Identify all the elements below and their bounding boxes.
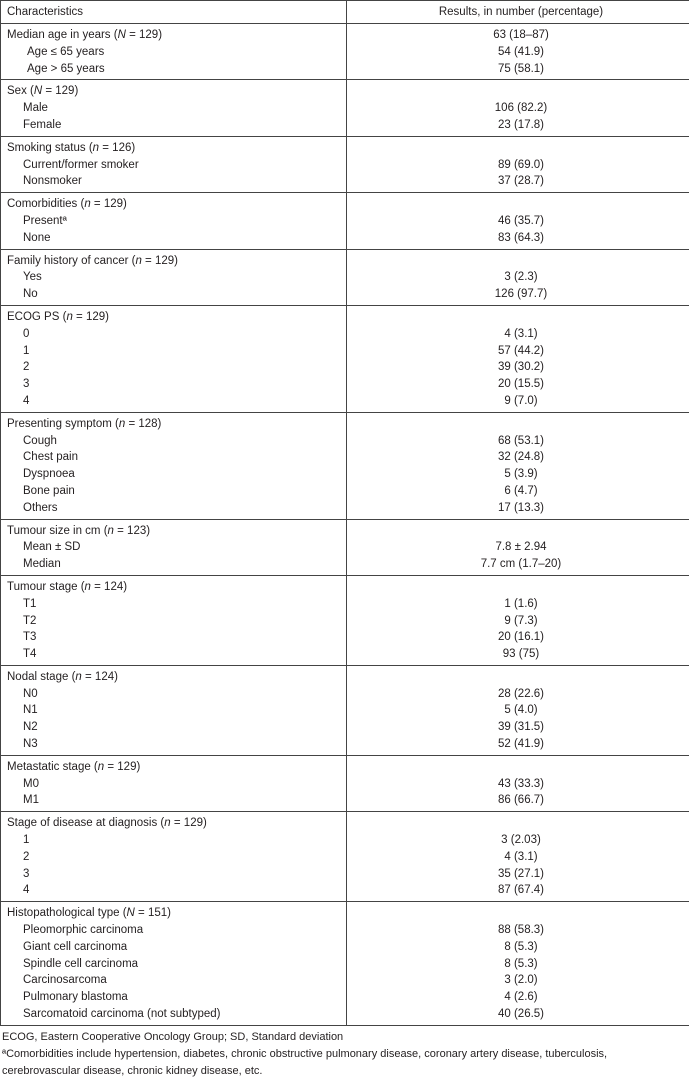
group-header-row — [1, 80, 689, 100]
group-label-text: Tumour stage ( — [7, 581, 85, 593]
table-group — [1, 519, 689, 575]
group-label-count: = 129) — [126, 29, 162, 41]
table-row — [1, 449, 689, 466]
group-label-text: Comorbidities ( — [7, 198, 84, 210]
table-group — [1, 305, 689, 412]
group-header-row — [1, 136, 689, 156]
row-value: 32 (24.8) — [347, 449, 689, 466]
header-row — [1, 1, 689, 24]
row-value: 46 (35.7) — [347, 213, 689, 230]
group-label-count: = 129) — [104, 761, 140, 773]
table-group — [1, 575, 689, 665]
group-label-n: n — [75, 671, 81, 683]
group-label-n: n — [84, 198, 90, 210]
table-group — [1, 755, 689, 811]
row-label: Age ≤ 65 years — [1, 44, 347, 61]
table-row — [1, 922, 689, 939]
row-label: Pulmonary blastoma — [1, 989, 347, 1006]
row-value: 43 (33.3) — [347, 776, 689, 793]
group-label — [1, 812, 347, 832]
footnote-abbreviations: ECOG, Eastern Cooperative Oncology Group; SD, Standard deviation — [2, 1029, 687, 1046]
table-row — [1, 483, 689, 500]
row-label: Pleomorphic carcinoma — [1, 922, 347, 939]
group-label — [1, 575, 347, 595]
group-value — [347, 80, 689, 100]
group-value — [347, 136, 689, 156]
group-header-row — [1, 249, 689, 269]
group-value — [347, 305, 689, 325]
group-label — [1, 136, 347, 156]
row-value: 4 (3.1) — [347, 849, 689, 866]
table-group — [1, 665, 689, 755]
group-label-n: N — [127, 907, 135, 919]
group-label — [1, 412, 347, 432]
row-value: 4 (2.6) — [347, 989, 689, 1006]
row-value: 4 (3.1) — [347, 326, 689, 343]
table-row — [1, 173, 689, 192]
row-value: 9 (7.0) — [347, 393, 689, 412]
row-value: 8 (5.3) — [347, 956, 689, 973]
row-label: Giant cell carcinoma — [1, 939, 347, 956]
group-value: 63 (18–87) — [347, 24, 689, 44]
table-row — [1, 736, 689, 755]
group-label-text: Smoking status ( — [7, 142, 93, 154]
row-label: M0 — [1, 776, 347, 793]
group-label-count: = 124) — [82, 671, 118, 683]
group-label-n: n — [108, 525, 114, 537]
row-value: 106 (82.2) — [347, 100, 689, 117]
row-value: 3 (2.3) — [347, 269, 689, 286]
row-label: 0 — [1, 326, 347, 343]
row-label: Bone pain — [1, 483, 347, 500]
table-row — [1, 157, 689, 174]
group-header-row — [1, 412, 689, 432]
row-label: Current/former smoker — [1, 157, 347, 174]
table-row — [1, 989, 689, 1006]
row-label: Median — [1, 556, 347, 575]
row-label: 1 — [1, 832, 347, 849]
row-label: Yes — [1, 269, 347, 286]
row-label: T4 — [1, 646, 347, 665]
row-label: 1 — [1, 343, 347, 360]
table-row — [1, 686, 689, 703]
table-row — [1, 100, 689, 117]
table-row — [1, 1006, 689, 1025]
group-header-row — [1, 193, 689, 213]
row-label: T1 — [1, 596, 347, 613]
group-label-n: n — [85, 581, 91, 593]
table-row — [1, 117, 689, 136]
table-group — [1, 902, 689, 1026]
group-label-count: = 129) — [142, 255, 178, 267]
table-row — [1, 326, 689, 343]
table-footnotes — [0, 1026, 689, 1080]
group-label-text: Family history of cancer ( — [7, 255, 135, 267]
row-value: 89 (69.0) — [347, 157, 689, 174]
row-label: N1 — [1, 702, 347, 719]
group-value — [347, 575, 689, 595]
table-row — [1, 61, 689, 80]
group-header-row — [1, 305, 689, 325]
footnote-comorbidities-line1: ªComorbidities include hypertension, diabetes, chronic obstructive pulmonary disease, coronary artery disease, tuberculosis, — [2, 1046, 687, 1063]
row-label: Presentª — [1, 213, 347, 230]
row-value: 68 (53.1) — [347, 433, 689, 450]
table-row — [1, 972, 689, 989]
group-header-row — [1, 812, 689, 832]
row-label: T2 — [1, 613, 347, 630]
group-label-n: N — [34, 85, 42, 97]
row-label: Carcinosarcoma — [1, 972, 347, 989]
group-label — [1, 305, 347, 325]
table-group — [1, 249, 689, 305]
row-label: 3 — [1, 866, 347, 883]
group-label-text: ECOG PS ( — [7, 311, 66, 323]
row-label: M1 — [1, 792, 347, 811]
row-value: 52 (41.9) — [347, 736, 689, 755]
group-value — [347, 665, 689, 685]
row-value: 20 (15.5) — [347, 376, 689, 393]
group-label-count: = 128) — [125, 418, 161, 430]
header-characteristics: Characteristics — [1, 1, 347, 24]
row-value: 39 (31.5) — [347, 719, 689, 736]
group-label-text: Sex ( — [7, 85, 34, 97]
row-label: Cough — [1, 433, 347, 450]
table-row — [1, 702, 689, 719]
row-value: 3 (2.03) — [347, 832, 689, 849]
group-label-text: Presenting symptom ( — [7, 418, 119, 430]
group-label-n: n — [66, 311, 72, 323]
group-value — [347, 249, 689, 269]
row-value: 17 (13.3) — [347, 500, 689, 519]
row-value: 86 (66.7) — [347, 792, 689, 811]
table-group — [1, 80, 689, 136]
row-label: N2 — [1, 719, 347, 736]
row-value: 88 (58.3) — [347, 922, 689, 939]
table-row — [1, 500, 689, 519]
row-value: 8 (5.3) — [347, 939, 689, 956]
row-value: 28 (22.6) — [347, 686, 689, 703]
group-label-count: = 126) — [99, 142, 135, 154]
table-row — [1, 832, 689, 849]
group-label-text: Nodal stage ( — [7, 671, 75, 683]
row-label: N3 — [1, 736, 347, 755]
row-value: 9 (7.3) — [347, 613, 689, 630]
row-label: Mean ± SD — [1, 539, 347, 556]
row-label: 4 — [1, 882, 347, 901]
group-label-n: n — [98, 761, 104, 773]
row-value: 87 (67.4) — [347, 882, 689, 901]
group-label-text: Histopathological type ( — [7, 907, 127, 919]
group-label — [1, 902, 347, 922]
row-label: Age > 65 years — [1, 61, 347, 80]
row-value: 3 (2.0) — [347, 972, 689, 989]
row-label: Female — [1, 117, 347, 136]
group-label — [1, 193, 347, 213]
row-value: 23 (17.8) — [347, 117, 689, 136]
table-group — [1, 812, 689, 902]
group-value — [347, 812, 689, 832]
group-label-text: Metastatic stage ( — [7, 761, 98, 773]
row-label: 4 — [1, 393, 347, 412]
table-group — [1, 193, 689, 249]
row-label: Chest pain — [1, 449, 347, 466]
group-header-row — [1, 755, 689, 775]
row-label: No — [1, 286, 347, 305]
group-label — [1, 24, 347, 44]
table-row — [1, 792, 689, 811]
row-value: 1 (1.6) — [347, 596, 689, 613]
table-row — [1, 646, 689, 665]
header-results: Results, in number (percentage) — [347, 1, 689, 24]
row-value: 6 (4.7) — [347, 483, 689, 500]
group-header-row — [1, 24, 689, 44]
group-value — [347, 902, 689, 922]
group-header-row — [1, 665, 689, 685]
group-label-count: = 151) — [135, 907, 171, 919]
row-label: Spindle cell carcinoma — [1, 956, 347, 973]
row-label: Male — [1, 100, 347, 117]
table-row — [1, 956, 689, 973]
table-row — [1, 359, 689, 376]
table-row — [1, 939, 689, 956]
table-row — [1, 776, 689, 793]
table-row — [1, 866, 689, 883]
table-row — [1, 629, 689, 646]
row-value: 83 (64.3) — [347, 230, 689, 249]
table-row — [1, 849, 689, 866]
row-value: 37 (28.7) — [347, 173, 689, 192]
table-row — [1, 556, 689, 575]
row-label: N0 — [1, 686, 347, 703]
group-label-count: = 123) — [114, 525, 150, 537]
row-value: 20 (16.1) — [347, 629, 689, 646]
row-label: Nonsmoker — [1, 173, 347, 192]
group-header-row — [1, 902, 689, 922]
group-label-n: N — [118, 29, 126, 41]
table-group — [1, 24, 689, 80]
table-group — [1, 136, 689, 192]
group-label-count: = 129) — [171, 817, 207, 829]
group-label — [1, 519, 347, 539]
table-row — [1, 882, 689, 901]
table-row — [1, 596, 689, 613]
table-group — [1, 412, 689, 519]
row-value: 75 (58.1) — [347, 61, 689, 80]
row-label: T3 — [1, 629, 347, 646]
row-value: 39 (30.2) — [347, 359, 689, 376]
table-row — [1, 286, 689, 305]
row-label: None — [1, 230, 347, 249]
row-value: 35 (27.1) — [347, 866, 689, 883]
table-row — [1, 230, 689, 249]
table-row — [1, 719, 689, 736]
group-header-row — [1, 519, 689, 539]
row-value: 5 (4.0) — [347, 702, 689, 719]
footnote-comorbidities-line2: cerebrovascular disease, chronic kidney disease, etc. — [2, 1063, 687, 1080]
table-row — [1, 433, 689, 450]
table-row — [1, 539, 689, 556]
row-value: 54 (41.9) — [347, 44, 689, 61]
row-label: 2 — [1, 849, 347, 866]
row-value: 7.7 cm (1.7–20) — [347, 556, 689, 575]
table-row — [1, 466, 689, 483]
row-label: Sarcomatoid carcinoma (not subtyped) — [1, 1006, 347, 1025]
group-header-row — [1, 575, 689, 595]
group-label — [1, 665, 347, 685]
group-label-text: Stage of disease at diagnosis ( — [7, 817, 164, 829]
group-value — [347, 193, 689, 213]
group-label-n: n — [93, 142, 99, 154]
row-value: 7.8 ± 2.94 — [347, 539, 689, 556]
row-value: 40 (26.5) — [347, 1006, 689, 1025]
group-label-text: Tumour size in cm ( — [7, 525, 108, 537]
group-label-count: = 129) — [73, 311, 109, 323]
group-label-count: = 124) — [91, 581, 127, 593]
row-label: 2 — [1, 359, 347, 376]
row-value: 57 (44.2) — [347, 343, 689, 360]
group-value — [347, 755, 689, 775]
table-row — [1, 613, 689, 630]
row-label: Others — [1, 500, 347, 519]
table-row — [1, 44, 689, 61]
group-value — [347, 519, 689, 539]
group-label — [1, 249, 347, 269]
table-header — [1, 1, 689, 24]
group-value — [347, 412, 689, 432]
group-label-count: = 129) — [42, 85, 78, 97]
group-label-n: n — [119, 418, 125, 430]
group-label — [1, 755, 347, 775]
group-label — [1, 80, 347, 100]
group-label-text: Median age in years ( — [7, 29, 118, 41]
row-value: 5 (3.9) — [347, 466, 689, 483]
table-row — [1, 376, 689, 393]
row-value: 126 (97.7) — [347, 286, 689, 305]
group-label-count: = 129) — [91, 198, 127, 210]
table-row — [1, 269, 689, 286]
row-value: 93 (75) — [347, 646, 689, 665]
table-row — [1, 343, 689, 360]
group-label-n: n — [164, 817, 170, 829]
table-row — [1, 213, 689, 230]
row-label: Dyspnoea — [1, 466, 347, 483]
row-label: 3 — [1, 376, 347, 393]
group-label-n: n — [135, 255, 141, 267]
table-row — [1, 393, 689, 412]
